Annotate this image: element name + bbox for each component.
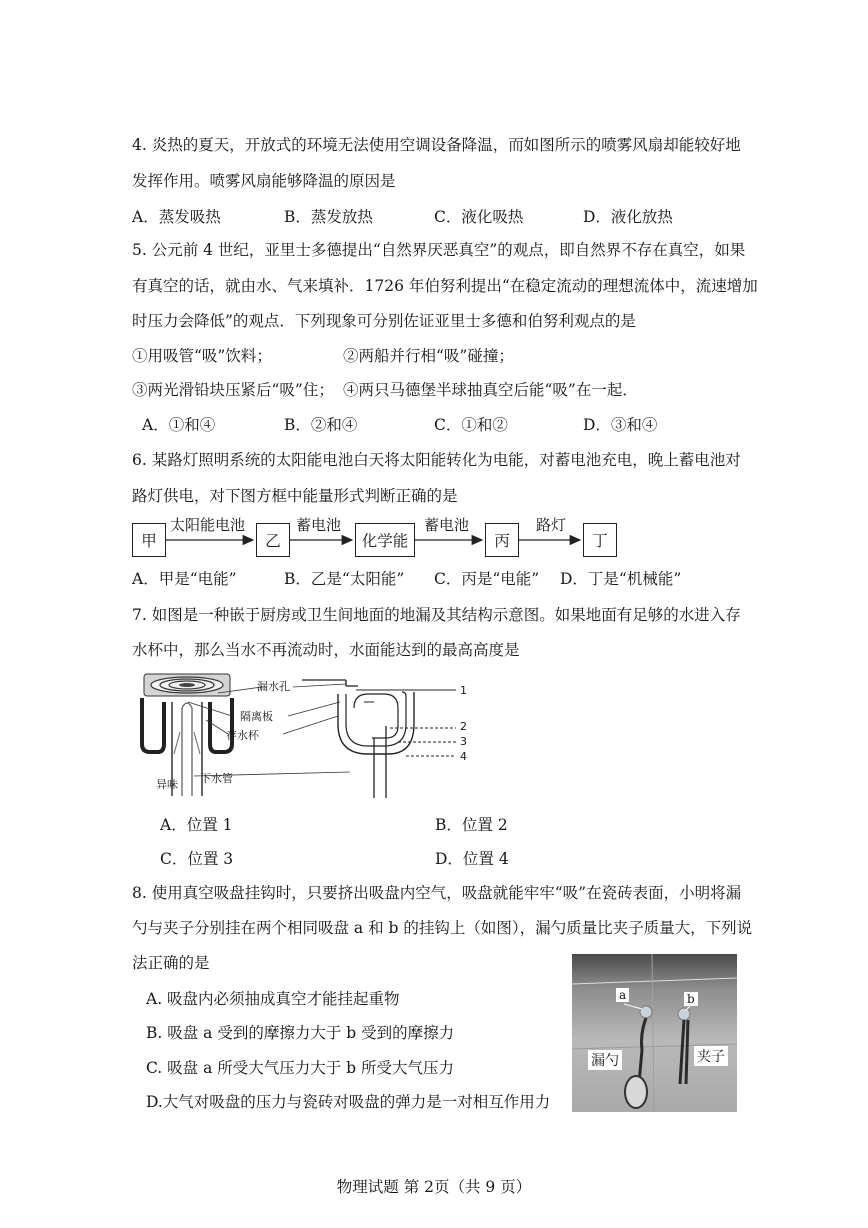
floor-drain-diagram [128,672,478,800]
q5-stem-line3: 时压力会降低”的观点．下列现象可分别佐证亚里士多德和伯努利观点的是 [132,312,636,330]
q5-item-2: ②两船并行相“吸”碰撞； [343,347,514,365]
q4-option-a: A．蒸发吸热 [132,208,221,226]
floor-drain-schematic [302,680,414,798]
page-footer: 物理试题 第 2页（共 9 页） [336,1178,532,1196]
q8-option-b: B. 吸盘 a 受到的摩擦力大于 b 受到的摩擦力 [146,1024,455,1042]
flow-box-chemical: 化学能 [355,523,415,557]
q6-stem-line2: 路灯供电，对下图方框中能量形式判断正确的是 [132,487,458,505]
photo-label-ladle: 漏勺 [588,1050,622,1070]
flow-label-battery-2: 蓄电池 [424,516,470,534]
flow-label-street-lamp: 路灯 [536,516,567,534]
suction-cup-photo-art [572,954,737,1112]
q7-option-d: D．位置 4 [435,850,509,868]
q6-option-a: A．甲是“电能” [132,570,237,588]
q8-stem-line2: 勺与夹子分别挂在两个相同吸盘 a 和 b 的挂钩上（如图），漏勺质量比夹子质量大，下列说 [132,919,753,937]
suction-cup-photo [572,954,737,1112]
q6-option-d: D．丁是“机械能” [560,570,682,588]
flow-box-yi: 乙 [256,523,290,557]
flow-label-battery-1: 蓄电池 [296,516,342,534]
q5-stem-line2: 有真空的话，就由水、气来填补．1726 年伯努利提出“在稳定流动的理想流体中，流速增加 [132,277,758,295]
q8-option-a: A. 吸盘内必须抽成真空才能挂起重物 [146,990,400,1008]
photo-label-clip: 夹子 [694,1046,728,1066]
label-drain-pipe: 下水管 [200,772,233,785]
label-drain-hole: 漏水孔 [257,680,290,693]
q4-stem-line1: 4. 炎热的夏天，开放式的环境无法使用空调设备降温，而如图所示的喷雾风扇却能较好地 [132,136,741,154]
q4-stem-line2: 发挥作用。喷雾风扇能够降温的原因是 [132,172,396,190]
q4-option-c: C．液化吸热 [434,208,524,226]
flow-box-jia: 甲 [132,523,166,557]
q5-item-4: ④两只马德堡半球抽真空后能“吸”在一起． [343,381,638,399]
q8-option-c: C. 吸盘 a 所受大气压力大于 b 所受大气压力 [146,1059,455,1077]
photo-label-b: b [684,992,698,1006]
q7-option-c: C．位置 3 [160,850,234,868]
q8-stem-line3: 法正确的是 [132,954,210,972]
q7-option-b: B．位置 2 [435,816,508,834]
photo-label-a: a [616,988,629,1002]
q6-option-c: C．丙是“电能” [434,570,540,588]
level-1: 1 [460,684,467,697]
q8-stem-line1: 8. 使用真空吸盘挂钩时，只要挤出吸盘内空气，吸盘就能牢牢“吸”在瓷砖表面，小明将漏 [132,884,742,902]
q5-option-d: D．③和④ [583,416,658,434]
q7-option-a: A．位置 1 [160,816,233,834]
q4-option-d: D．液化放热 [583,208,673,226]
q4-option-b: B．蒸发放热 [284,208,373,226]
q5-item-1: ①用吸管“吸”饮料； [132,347,272,365]
level-4: 4 [460,750,467,763]
flow-box-ding: 丁 [583,523,617,557]
q7-stem-line1: 7. 如图是一种嵌于厨房或卫生间地面的地漏及其结构示意图。如果地面有足够的水进入存 [132,606,741,624]
level-3: 3 [460,735,467,748]
level-2: 2 [460,720,467,733]
q5-item-3: ③两光滑铅块压紧后“吸”住； [132,381,334,399]
q6-stem-line1: 6. 某路灯照明系统的太阳能电池白天将太阳能转化为电能，对蓄电池充电，晚上蓄电池对 [132,451,741,469]
q5-option-b: B．②和④ [284,416,358,434]
flow-box-bing: 丙 [485,523,519,557]
q6-option-b: B．乙是“太阳能” [284,570,405,588]
label-water-cup: 存水杯 [226,729,259,742]
q5-stem-line1: 5. 公元前 4 世纪，亚里士多德提出“自然界厌恶真空”的观点，即自然界不存在真空，如果 [132,241,746,259]
q5-option-a: A．①和④ [142,416,216,434]
q7-stem-line2: 水杯中，那么当水不再流动时，水面能达到的最高高度是 [132,641,520,659]
q8-option-d: D.大气对吸盘的压力与瓷砖对吸盘的弹力是一对相互作用力 [146,1093,551,1111]
flow-label-solar-cell: 太阳能电池 [170,516,246,534]
label-odor: 异味 [156,778,178,791]
label-separator: 隔离板 [240,710,273,723]
q5-option-c: C．①和② [434,416,508,434]
